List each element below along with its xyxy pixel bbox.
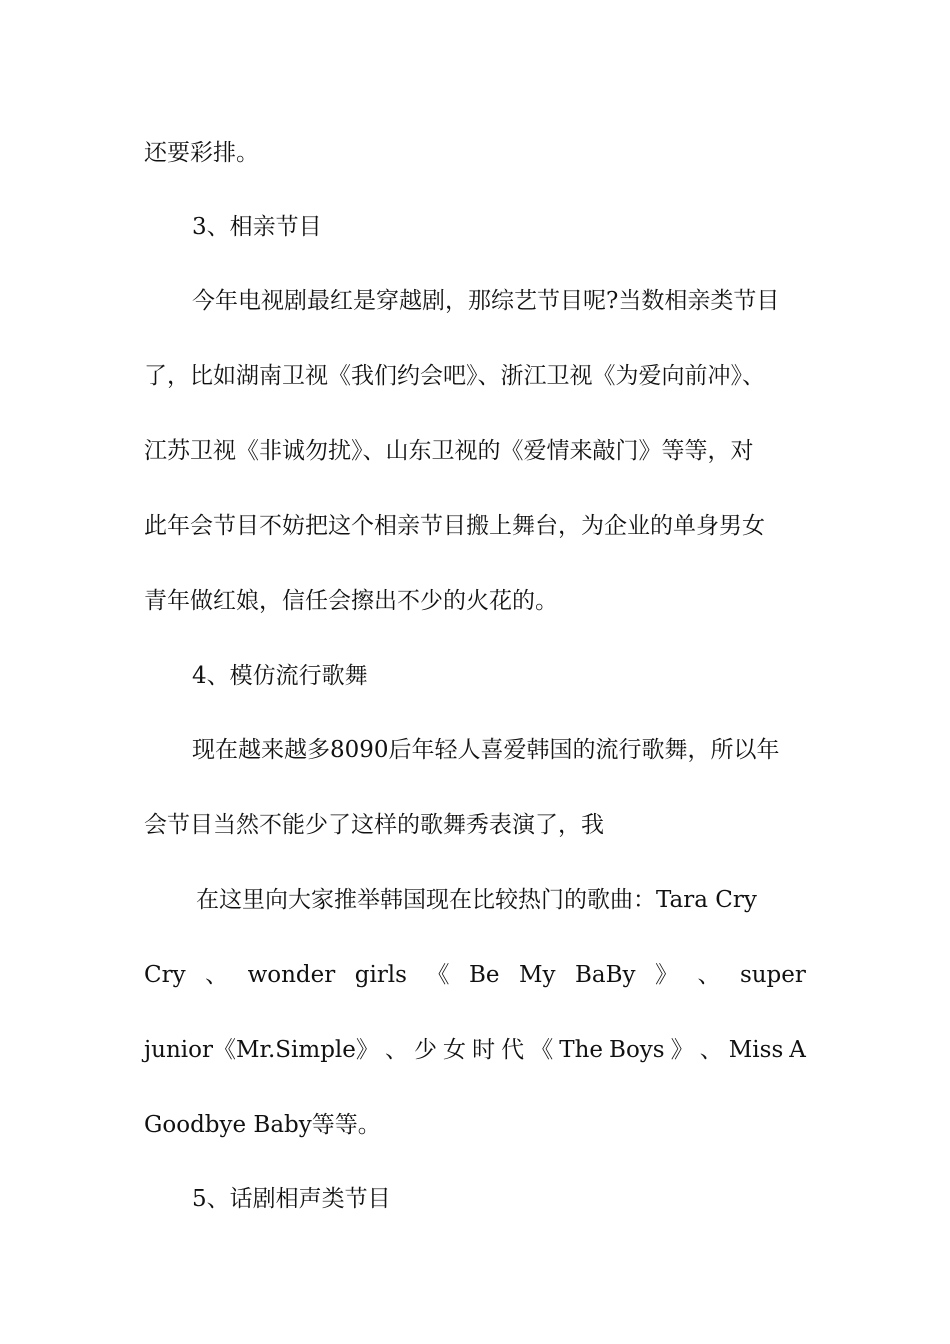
paragraph-line: 在这里向大家推举韩国现在比较热门的歌曲：Tara Cry [196,887,757,913]
paragraph-line: 此年会节目不妨把这个相亲节目搬上舞台，为企业的单身男女 [144,513,765,539]
word: 《 [530,1037,554,1063]
word: The [559,1037,603,1063]
word: Cry [144,962,186,988]
word: 女 [443,1037,467,1063]
paragraph-line: 青年做红娘，信任会擦出不少的火花的。 [144,588,558,614]
word: 、 [699,1037,723,1063]
word: Be [468,962,500,988]
word: Miss [728,1037,784,1063]
word: 时 [472,1037,496,1063]
word: 》 [654,962,678,988]
word: girls [354,962,407,988]
paragraph-line: 今年电视剧最红是穿越剧，那综艺节目呢?当数相亲类节目 [192,288,780,314]
word: 、 [384,1037,408,1063]
word: My [518,962,556,988]
word: 代 [501,1037,525,1063]
word: A [789,1037,806,1063]
paragraph-line: 江苏卫视《非诚勿扰》、山东卫视的《爱情来敲门》等等，对 [144,438,754,464]
word: Boys [609,1037,665,1063]
section-heading: 3、相亲节目 [192,214,322,240]
justified-line [144,960,806,990]
word: BaBy [574,962,636,988]
word: 《 [426,962,450,988]
word: 》 [670,1037,694,1063]
word: wonder [247,962,336,988]
word: 少 [414,1037,437,1063]
justified-line [144,1035,806,1065]
paragraph-line: 了，比如湖南卫视《我们约会吧》、浙江卫视《为爱向前冲》、 [144,363,765,389]
section-heading: 4、模仿流行歌舞 [192,663,368,689]
word: 、 [697,962,721,988]
paragraph-line: 现在越来越多8090后年轻人喜爱韩国的流行歌舞，所以年 [192,737,780,763]
paragraph-line: 会节目当然不能少了这样的歌舞秀表演了，我 [144,812,604,838]
section-heading: 5、话剧相声类节目 [192,1186,391,1212]
word: 、 [205,962,229,988]
paragraph-line: 还要彩排。 [144,140,259,166]
word: super [739,962,806,988]
word: junior《Mr.Simple》 [144,1037,379,1063]
paragraph-line: Goodbye Baby等等。 [144,1112,381,1138]
